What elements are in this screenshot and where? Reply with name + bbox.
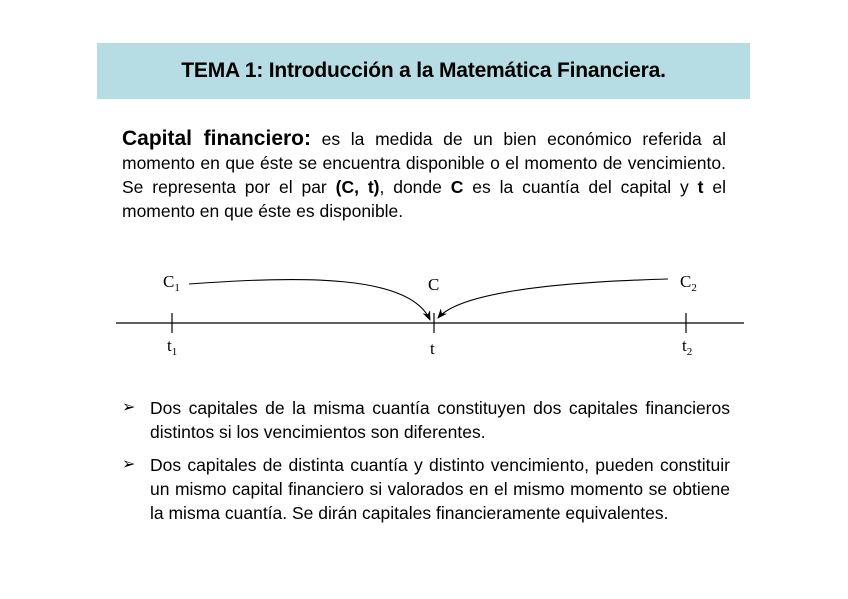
label-c: C	[428, 275, 440, 294]
definition-text-1: es la medida de un bien económico referida al momento en que éste se encuentra disponible o el momento de vencimiento. Se representa por el par	[122, 129, 726, 197]
label-t: t	[430, 339, 435, 358]
arrow-c2-to-c	[438, 279, 668, 318]
capital-timeline-diagram	[0, 262, 848, 362]
definition-text-3: es la cuantía del capital y	[463, 177, 698, 197]
bullet-text: Dos capitales de la misma cuantía constituyen dos capitales financieros distintos si los vencimientos son diferentes.	[150, 398, 730, 442]
bullet-item	[122, 396, 730, 444]
definition-paragraph	[122, 127, 726, 223]
definition-t-var: t	[697, 177, 704, 197]
arrow-c1-to-c	[189, 280, 430, 320]
title-bar	[97, 43, 750, 99]
label-c1: $C_1$	[163, 272, 180, 294]
label-c2: $C_2$	[680, 272, 697, 294]
definition-text-4: el momento en que éste es disponible.	[122, 177, 726, 221]
arrow-bullet-icon: ➢	[122, 399, 136, 416]
arrow-bullet-icon: ➢	[122, 456, 136, 473]
page-title: TEMA 1: Introducción a la Matemática Financiera.	[181, 59, 666, 82]
label-t1: $t_1$	[167, 336, 178, 358]
bullet-text: Dos capitales de distinta cuantía y distinto vencimiento, pueden constituir un mismo capital financiero si valorados en el mismo momento se obtiene la misma cuantía. Se dirán capitales financieramente equivalentes.	[150, 455, 730, 523]
label-t2: $t_2$	[682, 336, 693, 358]
bullet-list	[122, 396, 730, 534]
definition-c-var: C	[450, 177, 464, 197]
definition-term: Capital financiero:	[122, 127, 311, 150]
definition-text-2: , donde	[379, 177, 451, 197]
definition-pair: (C, t)	[335, 177, 380, 197]
bullet-item	[122, 453, 730, 525]
